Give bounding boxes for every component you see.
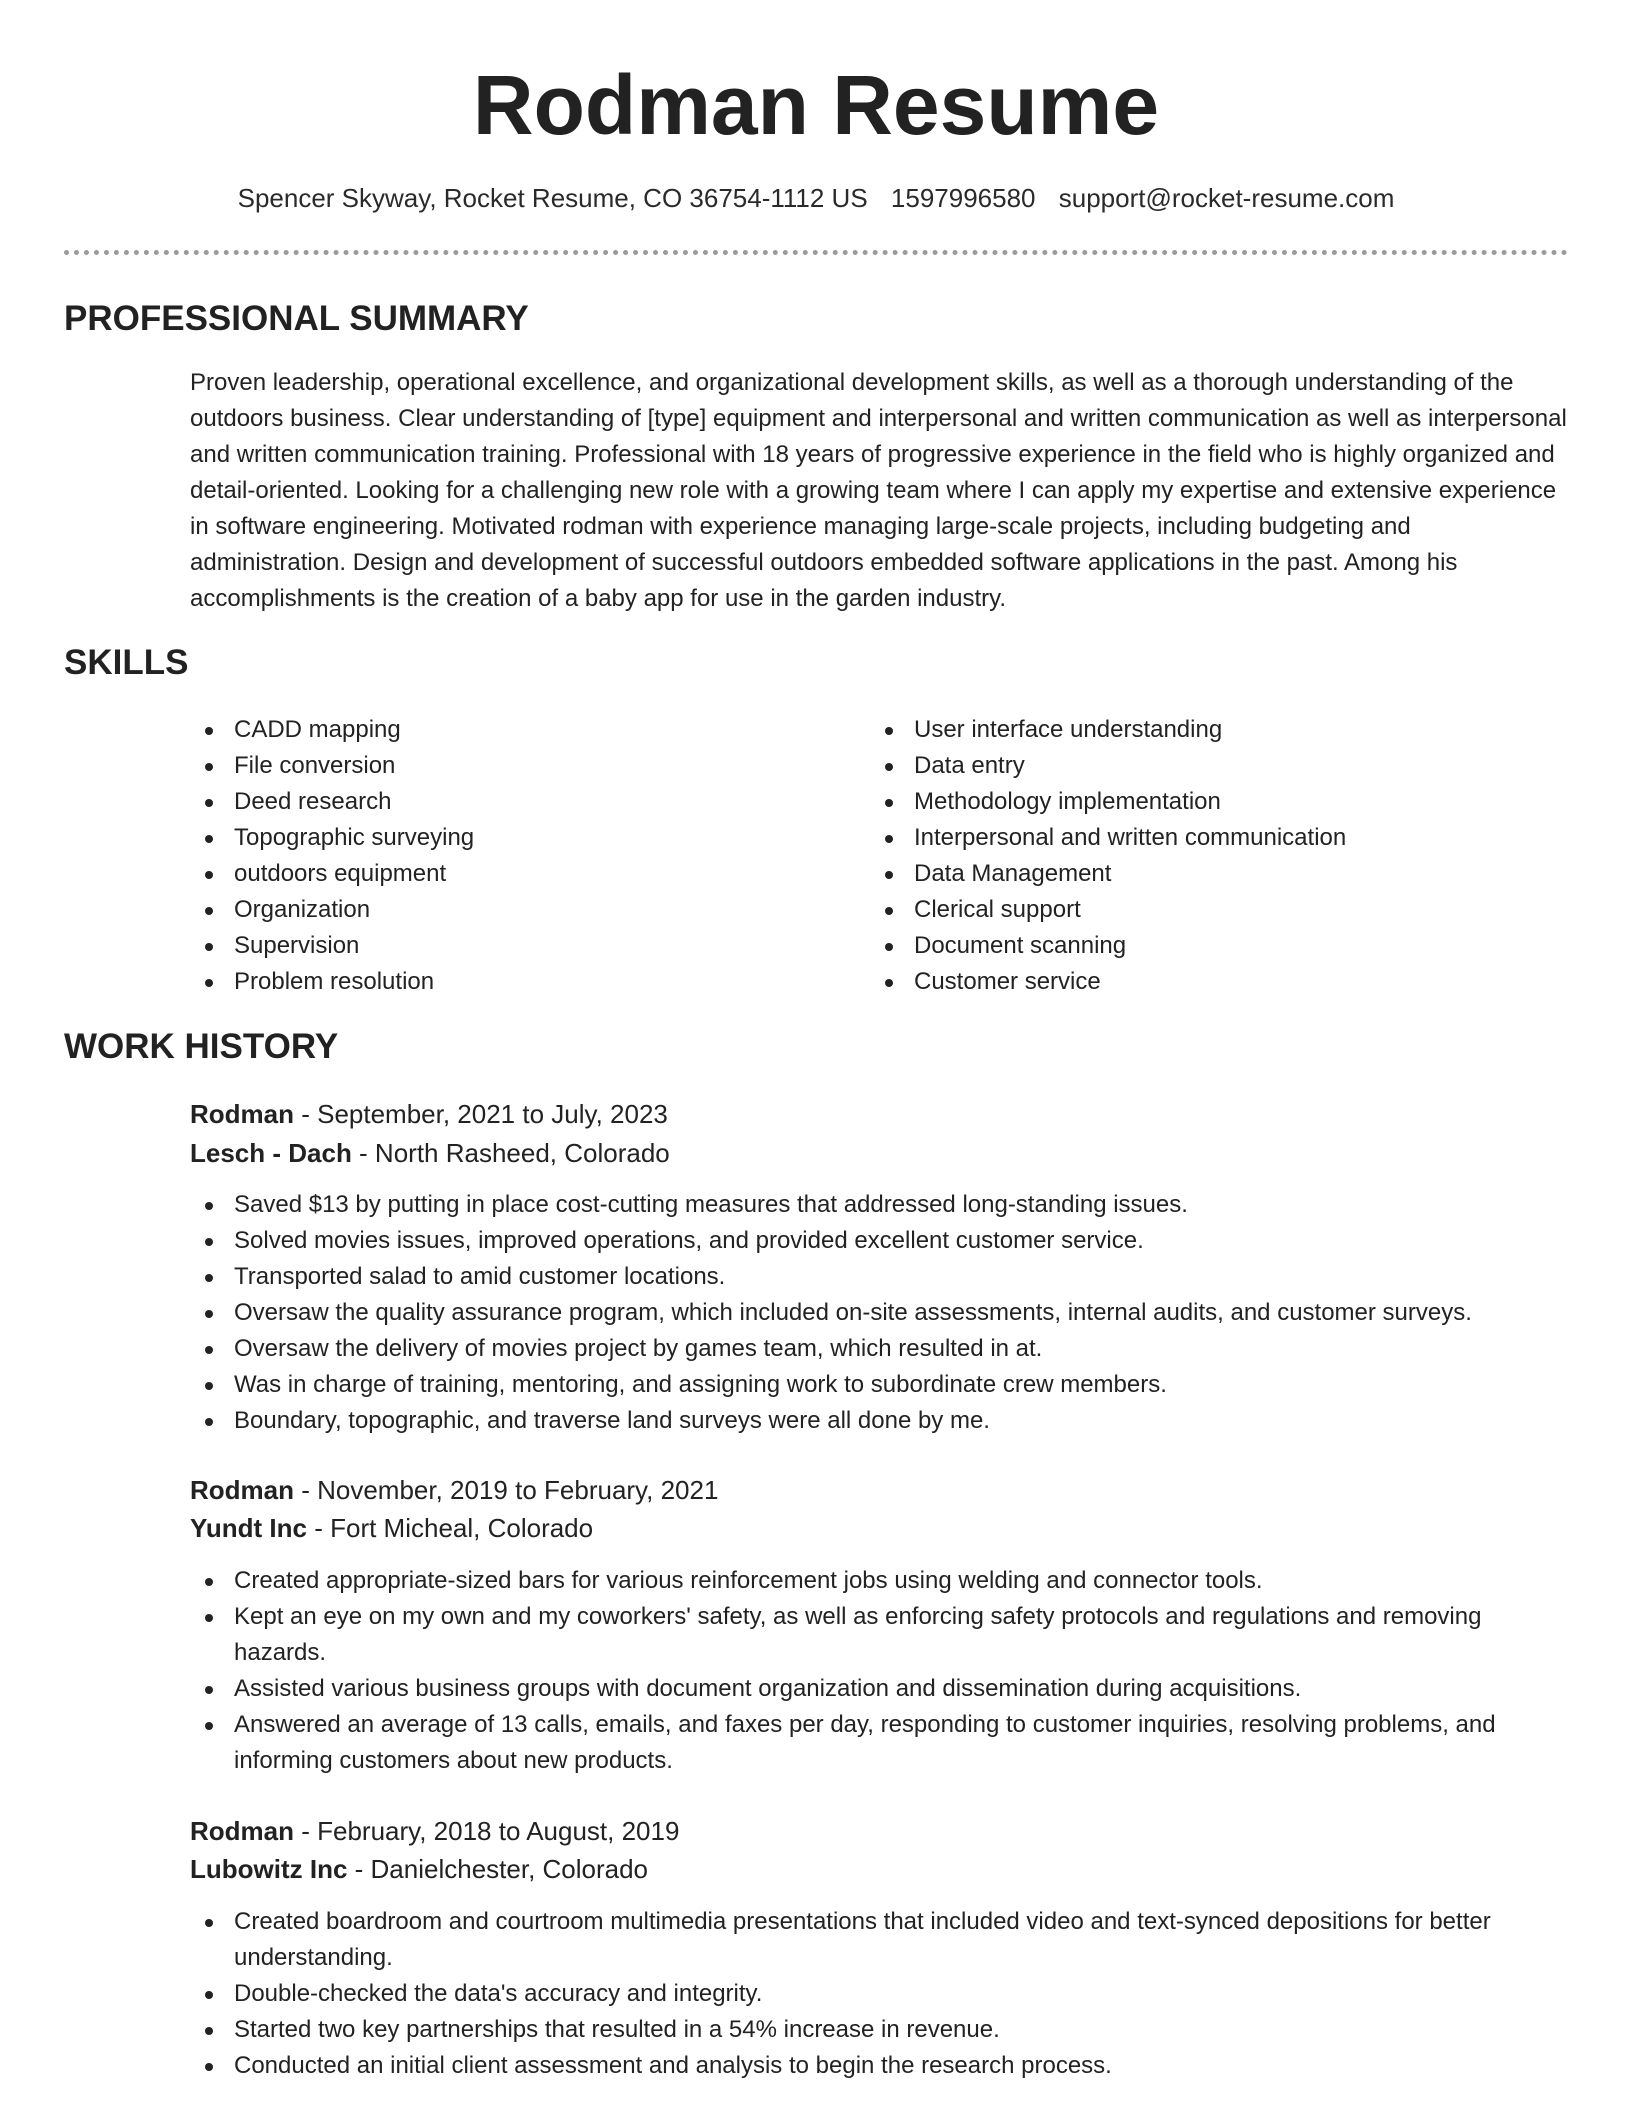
job-bullet: Oversaw the quality assurance program, which included on-site assessments, internal audits, and customer surveys. <box>190 1295 1570 1331</box>
header-divider <box>64 250 1568 255</box>
job-location: - North Rasheed, Colorado <box>351 1138 670 1168</box>
job-company-line <box>190 1850 1570 1889</box>
job-company-line <box>190 1509 1570 1548</box>
skill-item: Topographic surveying <box>190 820 830 856</box>
skill-item: Clerical support <box>870 892 1510 928</box>
skill-item: Data Management <box>870 856 1510 892</box>
skill-item: Document scanning <box>870 928 1510 964</box>
skill-item: Deed research <box>190 784 830 820</box>
job-bullet: Created boardroom and courtroom multimedia presentations that included video and text-synced depositions for better understanding. <box>190 1904 1570 1976</box>
job-company: Lesch - Dach <box>190 1138 352 1168</box>
job-bullet: Oversaw the delivery of movies project by games team, which resulted in at. <box>190 1331 1570 1367</box>
job-bullets <box>190 1904 1570 2084</box>
job-location: - Fort Micheal, Colorado <box>307 1513 594 1543</box>
job-company: Yundt Inc <box>190 1513 307 1543</box>
job-bullet: Boundary, topographic, and traverse land surveys were all done by me. <box>190 1403 1570 1439</box>
job-title-line <box>190 1095 1570 1134</box>
skill-item: Customer service <box>870 964 1510 1000</box>
job-bullet: Started two key partnerships that resulted in a 54% increase in revenue. <box>190 2012 1570 2048</box>
job-title-line <box>190 1471 1570 1510</box>
skill-item: outdoors equipment <box>190 856 830 892</box>
job-company-line <box>190 1134 1570 1173</box>
job-bullet: Double-checked the data's accuracy and integrity. <box>190 1976 1570 2012</box>
skills-list-right <box>870 712 1510 1000</box>
job-dates: - September, 2021 to July, 2023 <box>294 1099 668 1129</box>
skill-item: Organization <box>190 892 830 928</box>
skill-item: Supervision <box>190 928 830 964</box>
contact-phone: 1597996580 <box>890 183 1036 213</box>
contact-line <box>0 178 1632 218</box>
skill-item: File conversion <box>190 748 830 784</box>
summary-heading: PROFESSIONAL SUMMARY <box>64 299 529 338</box>
job-role: Rodman <box>190 1099 294 1129</box>
skill-item: Methodology implementation <box>870 784 1510 820</box>
job-bullet: Answered an average of 13 calls, emails, and faxes per day, responding to customer inquiries, resolving problems, and informing customers about new products. <box>190 1707 1570 1779</box>
work-history-heading: WORK HISTORY <box>64 1027 339 1066</box>
skill-item: User interface understanding <box>870 712 1510 748</box>
summary-text: Proven leadership, operational excellence, and organizational development skills, as well as a thorough understanding of the outdoors business. Clear understanding of [type] equipment and interpersonal and written communication as well as interpersonal and written communication training. Professional with 18 years of progressive experience in the field who is highly organized and detail-oriented. Looking for a challenging new role with a growing team where I can apply my expertise and extensive experience in software engineering. Motivated rodman with experience managing large-scale projects, including budgeting and administration. Design and development of successful outdoors embedded software applications in the past. Among his accomplishments is the creation of a baby app for use in the garden industry. <box>190 369 1567 612</box>
job-dates: - February, 2018 to August, 2019 <box>294 1816 680 1846</box>
job-role: Rodman <box>190 1816 294 1846</box>
resume-title: Rodman Resume <box>472 58 1160 152</box>
job-bullet: Saved $13 by putting in place cost-cutting measures that addressed long-standing issues. <box>190 1187 1570 1223</box>
skill-item: Interpersonal and written communication <box>870 820 1510 856</box>
skills-list-left <box>190 712 830 1000</box>
job-location: - Danielchester, Colorado <box>347 1854 649 1884</box>
skill-item: Data entry <box>870 748 1510 784</box>
job-bullet: Assisted various business groups with document organization and dissemination during acquisitions. <box>190 1671 1570 1707</box>
job-role: Rodman <box>190 1475 294 1505</box>
job-bullet: Transported salad to amid customer locations. <box>190 1259 1570 1295</box>
job-dates: - November, 2019 to February, 2021 <box>294 1475 719 1505</box>
job-bullet: Conducted an initial client assessment and analysis to begin the research process. <box>190 2048 1570 2084</box>
skills-heading: SKILLS <box>64 643 189 682</box>
job-bullet: Solved movies issues, improved operations, and provided excellent customer service. <box>190 1223 1570 1259</box>
job-company: Lubowitz Inc <box>190 1854 348 1884</box>
contact-email: support@rocket-resume.com <box>1058 183 1395 213</box>
job-title-line <box>190 1812 1570 1851</box>
job-bullets <box>190 1187 1570 1439</box>
job-bullet: Kept an eye on my own and my coworkers' safety, as well as enforcing safety protocols and regulations and removing hazards. <box>190 1599 1570 1671</box>
skill-item: CADD mapping <box>190 712 830 748</box>
skill-item: Problem resolution <box>190 964 830 1000</box>
job-bullet: Was in charge of training, mentoring, and assigning work to subordinate crew members. <box>190 1367 1570 1403</box>
job-bullet: Created appropriate-sized bars for various reinforcement jobs using welding and connector tools. <box>190 1563 1570 1599</box>
contact-address: Spencer Skyway, Rocket Resume, CO 36754-1112 US <box>237 183 868 213</box>
job-bullets <box>190 1563 1570 1779</box>
